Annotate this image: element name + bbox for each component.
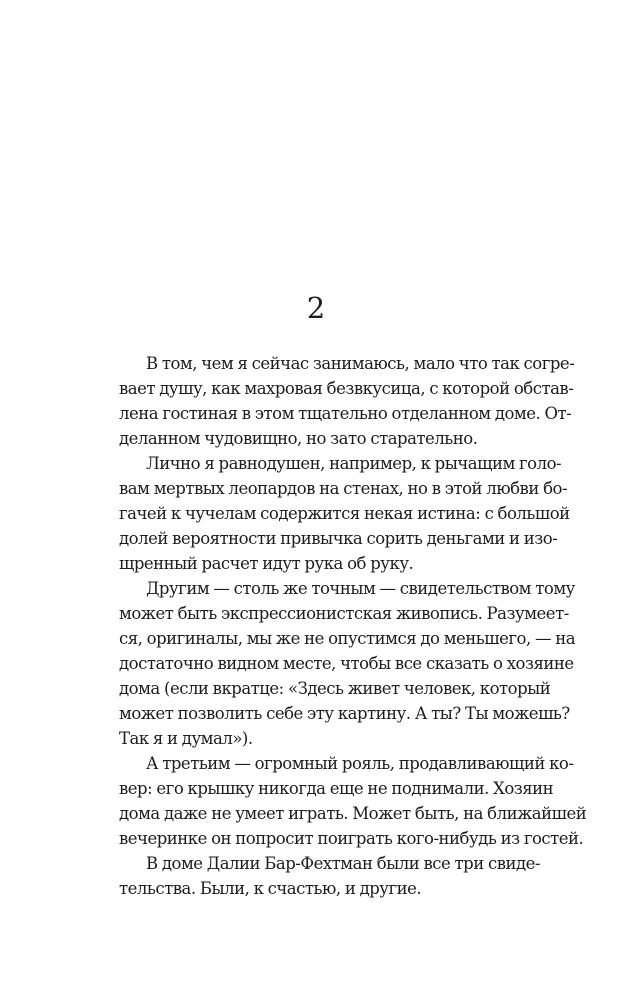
text-line: Лично я равнодушен, например, к рычащим голо-: [146, 454, 562, 473]
text-line: вер: его крышку никогда еще не поднимали. Хозяин: [119, 779, 554, 798]
paragraph-4: [119, 751, 587, 851]
text-line: тельства. Были, к счастью, и другие.: [119, 879, 422, 898]
text-line: Так я и думал»).: [119, 729, 253, 748]
text-line: достаточно видном месте, чтобы все сказать о хозяине: [119, 654, 574, 673]
text-line: может позволить себе эту картину. А ты? Ты можешь?: [119, 704, 570, 723]
text-line: ся, оригиналы, мы же не опустимся до меньшего, — на: [119, 629, 576, 648]
text-line: вечеринке он попросит поиграть кого-нибудь из гостей.: [119, 829, 584, 848]
paragraph-3: [119, 576, 576, 751]
text-line: деланном чудовищно, но зато старательно.: [119, 429, 478, 448]
text-line: Другим — столь же точным — свидетельством тому: [146, 579, 575, 598]
paragraph-5: [119, 851, 540, 901]
text-line: лена гостиная в этом тщательно отделанном доме. От-: [119, 404, 572, 423]
text-line: может быть экспрессионистская живопись. Разумеет-: [119, 604, 569, 623]
text-line: долей вероятности привычка сорить деньгами и изо-: [119, 529, 558, 548]
text-line: вает душу, как махровая безвкусица, с которой обстав-: [119, 379, 574, 398]
text-line: В доме Далии Бар-Фехтман были все три свиде-: [146, 854, 540, 873]
text-line: дома даже не умеет играть. Может быть, на ближайшей: [119, 804, 587, 823]
text-line: щренный расчет идут рука об руку.: [119, 554, 414, 573]
text-line: гачей к чучелам содержится некая истина: с большой: [119, 504, 570, 523]
text-line: В том, чем я сейчас занимаюсь, мало что так согре-: [146, 354, 575, 373]
text-line: А третьим — огромный рояль, продавливающий ко-: [146, 754, 574, 773]
chapter-number: 2: [306, 291, 326, 325]
paragraph-2: [119, 451, 570, 576]
text-line: дома (если вкратце: «Здесь живет человек, который: [119, 679, 551, 698]
chapter-body: [119, 351, 587, 901]
paragraph-1: [119, 351, 575, 451]
text-line: вам мертвых леопардов на стенах, но в этой любви бо-: [119, 479, 568, 498]
